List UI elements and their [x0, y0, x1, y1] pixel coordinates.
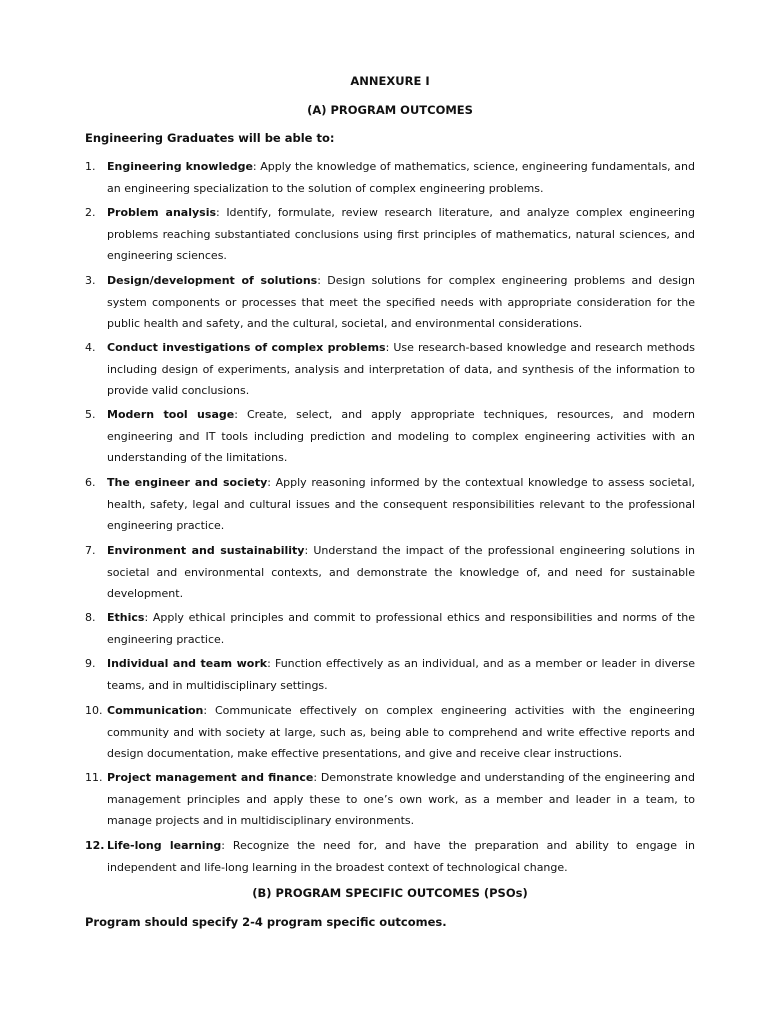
outcome-text: Apply reasoning informed by the contextual knowledge to assess societal, health, safety, legal and cultural issues and the consequent responsibilities relevant to the professional engineering practice.	[107, 476, 696, 532]
intro-text: Engineering Graduates will be able to:	[85, 131, 335, 145]
outcome-item: 10. Communication: Communicate effectively on complex engineering activities with the engineering community and with society at large, such as, being able to comprehend and write effective reports and design documentation, make effective presentations, and give and receive clear instructions.	[85, 700, 695, 765]
outcome-item: 5. Modern tool usage: Create, select, and apply appropriate techniques, resources, and modern engineering and IT tools including prediction and modeling to complex engineering activities with an understanding of the limitations.	[85, 404, 695, 469]
outcome-item: 2. Problem analysis: Identify, formulate, review research literature, and analyze complex engineering problems reaching substantiated conclusions using first principles of mathematics, natural sciences, and engineering sciences.	[85, 202, 695, 267]
outcome-text: Apply ethical principles and commit to professional ethics and responsibilities and norms of the engineering practice.	[107, 611, 695, 646]
outcome-number: 10.	[85, 704, 103, 717]
outcome-number: 4.	[85, 341, 96, 354]
psos-note: Program should specify 2-4 program specific outcomes.	[85, 915, 447, 929]
outcome-item: 3. Design/development of solutions: Design solutions for complex engineering problems and design system components or processes that meet the specified needs with appropriate consideration for the public health and safety, and the cultural, societal, and environmental considerations.	[85, 270, 695, 335]
outcome-text: Design solutions for complex engineering problems and design system components or processes that meet the specified needs with appropriate consideration for the public health and safety, and the cultural, societal, and environmental considerations.	[107, 274, 695, 330]
outcome-item: 9. Individual and team work: Function effectively as an individual, and as a member or leader in diverse teams, and in multidisciplinary settings.	[85, 653, 695, 696]
outcome-text: Use research-based knowledge and research methods including design of experiments, analysis and interpretation of data, and synthesis of the information to provide valid conclusions.	[107, 341, 696, 397]
outcome-text: Identify, formulate, review research literature, and analyze complex engineering problems reaching substantiated conclusions using first principles of mathematics, natural sciences, and engineering sciences.	[107, 206, 695, 262]
outcome-heading: Project management and finance	[107, 771, 314, 784]
outcome-item: 6. The engineer and society: Apply reasoning informed by the contextual knowledge to assess societal, health, safety, legal and cultural issues and the consequent responsibilities relevant to the professional engineering practice.	[85, 472, 695, 537]
outcome-text: Communicate effectively on complex engineering activities with the engineering community and with society at large, such as, being able to comprehend and write effective reports and design documentation, make effective presentations, and give and receive clear instructions.	[107, 704, 695, 760]
outcome-item: 1. Engineering knowledge: Apply the knowledge of mathematics, science, engineering fundamentals, and an engineering specialization to the solution of complex engineering problems.	[85, 156, 695, 199]
outcome-heading: Modern tool usage	[107, 408, 235, 421]
outcome-heading: Environment and sustainability	[107, 544, 305, 557]
outcome-number: 9.	[85, 657, 96, 670]
outcome-number: 2.	[85, 206, 96, 219]
outcome-text: Recognize the need for, and have the preparation and ability to engage in independent and life-long learning in the broadest context of technological change.	[107, 839, 696, 874]
outcome-number: 12.	[85, 839, 105, 852]
outcome-text: Function effectively as an individual, and as a member or leader in diverse teams, and in multidisciplinary settings.	[107, 657, 695, 692]
outcome-item: 11. Project management and finance: Demonstrate knowledge and understanding of the engineering and management principles and apply these to one’s own work, as a member and leader in a team, to manage projects and in multidisciplinary environments.	[85, 767, 695, 832]
outcome-item: 7. Environment and sustainability: Understand the impact of the professional engineering solutions in societal and environmental contexts, and demonstrate the knowledge of, and need for sustainable development.	[85, 540, 695, 605]
outcome-text: Create, select, and apply appropriate techniques, resources, and modern engineering and IT tools including prediction and modeling to complex engineering activities with an understanding of the limitations.	[107, 408, 695, 464]
section-b-title: (B) PROGRAM SPECIFIC OUTCOMES (PSOs)	[252, 886, 528, 900]
outcome-heading: Communication	[107, 704, 204, 717]
outcome-text: Demonstrate knowledge and understanding of the engineering and management principles and apply these to one’s own work, as a member and leader in a team, to manage projects and in multidisciplinary environments.	[107, 771, 695, 827]
outcome-heading: Individual and team work	[107, 657, 268, 670]
outcome-heading: Life-long learning	[107, 839, 222, 852]
annexure-title: ANNEXURE I	[350, 74, 430, 88]
outcome-text: Apply the knowledge of mathematics, science, engineering fundamentals, and an engineering specialization to the solution of complex engineering problems.	[107, 160, 695, 195]
outcome-item: 12. Life-long learning: Recognize the need for, and have the preparation and ability to engage in independent and life-long learning in the broadest context of technological change.	[85, 835, 695, 878]
outcome-heading: Ethics	[107, 611, 145, 624]
outcome-number: 1.	[85, 160, 96, 173]
outcome-number: 8.	[85, 611, 96, 624]
outcome-number: 3.	[85, 274, 96, 287]
outcome-heading: Conduct investigations of complex problems	[107, 341, 386, 354]
outcome-number: 11.	[85, 771, 103, 784]
outcome-number: 7.	[85, 544, 96, 557]
outcome-heading: Problem analysis	[107, 206, 217, 219]
outcome-number: 6.	[85, 476, 96, 489]
outcome-item: 8. Ethics: Apply ethical principles and commit to professional ethics and responsibilities and norms of the engineering practice.	[85, 607, 695, 650]
outcome-heading: Design/development of solutions	[107, 274, 318, 287]
outcome-number: 5.	[85, 408, 96, 421]
outcome-heading: The engineer and society	[107, 476, 268, 489]
outcome-item: 4. Conduct investigations of complex problems: Use research-based knowledge and research methods including design of experiments, analysis and interpretation of data, and synthesis of the information to provide valid conclusions.	[85, 337, 695, 402]
section-a-title: (A) PROGRAM OUTCOMES	[307, 103, 473, 117]
outcome-heading: Engineering knowledge	[107, 160, 253, 173]
outcome-text: Understand the impact of the professional engineering solutions in societal and environmental contexts, and demonstrate the knowledge of, and need for sustainable development.	[107, 544, 695, 600]
